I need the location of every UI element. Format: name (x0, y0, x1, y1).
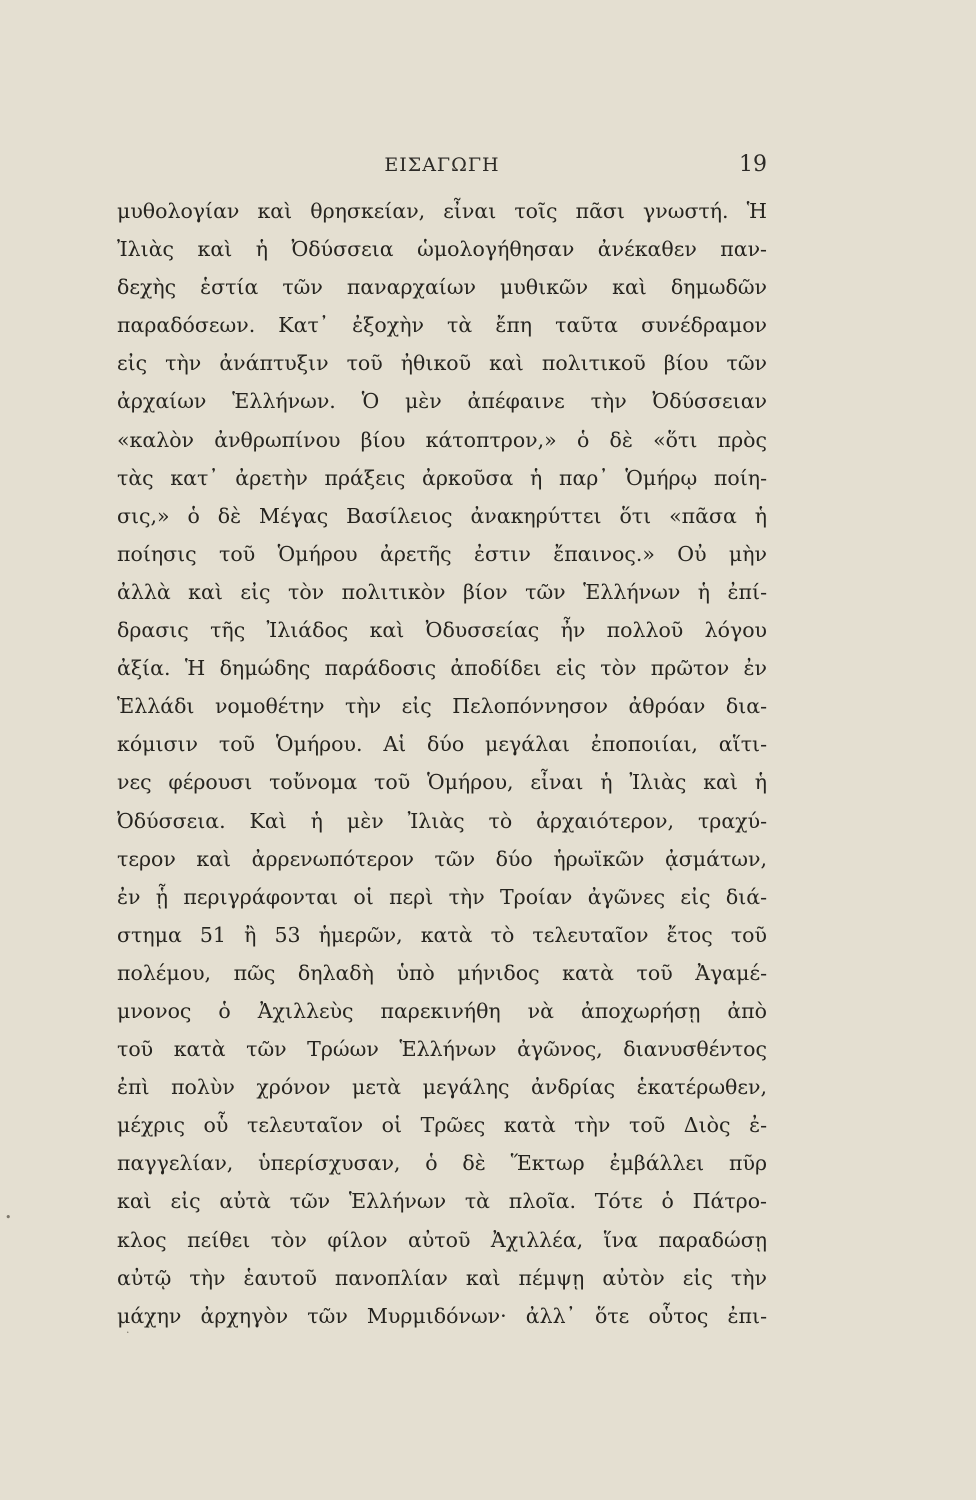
text-line: ἀρχαίων Ἑλλήνων. Ὁ μὲν ἀπέφαινε τὴν Ὀδύσσειαν (117, 389, 767, 414)
text-line: κόμισιν τοῦ Ὁμήρου. Αἱ δύο μεγάλαι ἐποποιίαι, αἵτι- (117, 732, 767, 757)
margin-mark: • (5, 1211, 12, 1224)
text-line: «καλὸν ἀνθρωπίνου βίου κάτοπτρον,» ὁ δὲ «ὅτι πρὸς (117, 427, 767, 452)
margin-mark: · (126, 1326, 130, 1339)
text-line: ἐπὶ πολὺν χρόνον μετὰ μεγάλης ἀνδρίας ἑκατέρωθεν, (117, 1075, 767, 1100)
text-line: παγγελίαν, ὑπερίσχυσαν, ὁ δὲ Ἕκτωρ ἐμβάλλει πῦρ (117, 1151, 767, 1176)
text-line: ἀλλὰ καὶ εἰς τὸν πολιτικὸν βίον τῶν Ἑλλήνων ἡ ἐπί- (117, 579, 767, 604)
body-text (117, 192, 767, 1335)
running-title: ΕΙΣΑΓΩΓΗ (384, 154, 500, 176)
text-line: τὰς κατ᾽ ἀρετὴν πράξεις ἀρκοῦσα ἡ παρ᾽ Ὁμήρῳ ποίη- (117, 465, 767, 490)
text-line: Ἰλιὰς καὶ ἡ Ὀδύσσεια ὡμολογήθησαν ἀνέκαθεν παν- (117, 237, 767, 262)
running-head (117, 150, 767, 180)
text-line: καὶ εἰς αὐτὰ τῶν Ἑλλήνων τὰ πλοῖα. Τότε ὁ Πάτρο- (117, 1189, 767, 1214)
text-line: δρασις τῆς Ἰλιάδος καὶ Ὀδυσσείας ἦν πολλοῦ λόγου (117, 618, 767, 643)
text-line: μάχην ἀρχηγὸν τῶν Μυρμιδόνων· ἀλλ᾽ ὅτε οὗτος ἐπι- (117, 1303, 767, 1328)
text-line: μέχρις οὗ τελευταῖον οἱ Τρῶες κατὰ τὴν τοῦ Διὸς ἐ- (117, 1113, 767, 1138)
text-line: εἰς τὴν ἀνάπτυξιν τοῦ ἠθικοῦ καὶ πολιτικοῦ βίου τῶν (117, 351, 767, 376)
text-line: Ἑλλάδι νομοθέτην τὴν εἰς Πελοπόννησον ἀθρόαν δια- (117, 694, 767, 719)
page-number: 19 (739, 152, 767, 177)
text-line: δεχὴς ἑστία τῶν παναρχαίων μυθικῶν καὶ δημωδῶν (117, 275, 767, 300)
text-line: σις,» ὁ δὲ Μέγας Βασίλειος ἀνακηρύττει ὅτι «πᾶσα ἡ (117, 503, 767, 528)
text-line: νες φέρουσι τοὔνομα τοῦ Ὁμήρου, εἶναι ἡ Ἰλιὰς καὶ ἡ (117, 770, 767, 795)
text-line: μνονος ὁ Ἀχιλλεὺς παρεκινήθη νὰ ἀποχωρήσῃ ἀπὸ (117, 998, 767, 1023)
text-line: αὐτῷ τὴν ἑαυτοῦ πανοπλίαν καὶ πέμψῃ αὐτὸν εἰς τὴν (117, 1265, 767, 1290)
text-line: Ὀδύσσεια. Καὶ ἡ μὲν Ἰλιὰς τὸ ἀρχαιότερον, τραχύ- (117, 808, 767, 833)
text-line: ἀξία. Ἡ δημώδης παράδοσις ἀποδίδει εἰς τὸν πρῶτον ἐν (117, 656, 767, 681)
text-line: πολέμου, πῶς δηλαδὴ ὑπὸ μήνιδος κατὰ τοῦ Ἀγαμέ- (117, 960, 767, 985)
text-line: τερον καὶ ἀρρενωπότερον τῶν δύο ἡρωϊκῶν ᾀσμάτων, (117, 846, 767, 871)
text-line: στημα 51 ἢ 53 ἡμερῶν, κατὰ τὸ τελευταῖον ἔτος τοῦ (117, 922, 767, 947)
text-line: παραδόσεων. Κατ᾽ ἐξοχὴν τὰ ἔπη ταῦτα συνέδραμον (117, 313, 767, 338)
text-line: τοῦ κατὰ τῶν Τρώων Ἑλλήνων ἀγῶνος, διανυσθέντος (117, 1037, 767, 1062)
text-line: ἐν ᾗ περιγράφονται οἱ περὶ τὴν Τροίαν ἀγῶνες εἰς διά- (117, 884, 767, 909)
text-line: κλος πείθει τὸν φίλον αὐτοῦ Ἀχιλλέα, ἵνα παραδώσῃ (117, 1227, 767, 1252)
text-line: ποίησις τοῦ Ὁμήρου ἀρετῆς ἐστιν ἔπαινος.» Οὐ μὴν (117, 541, 767, 566)
text-line: μυθολογίαν καὶ θρησκείαν, εἶναι τοῖς πᾶσι γνωστή. Ἡ (117, 199, 767, 223)
